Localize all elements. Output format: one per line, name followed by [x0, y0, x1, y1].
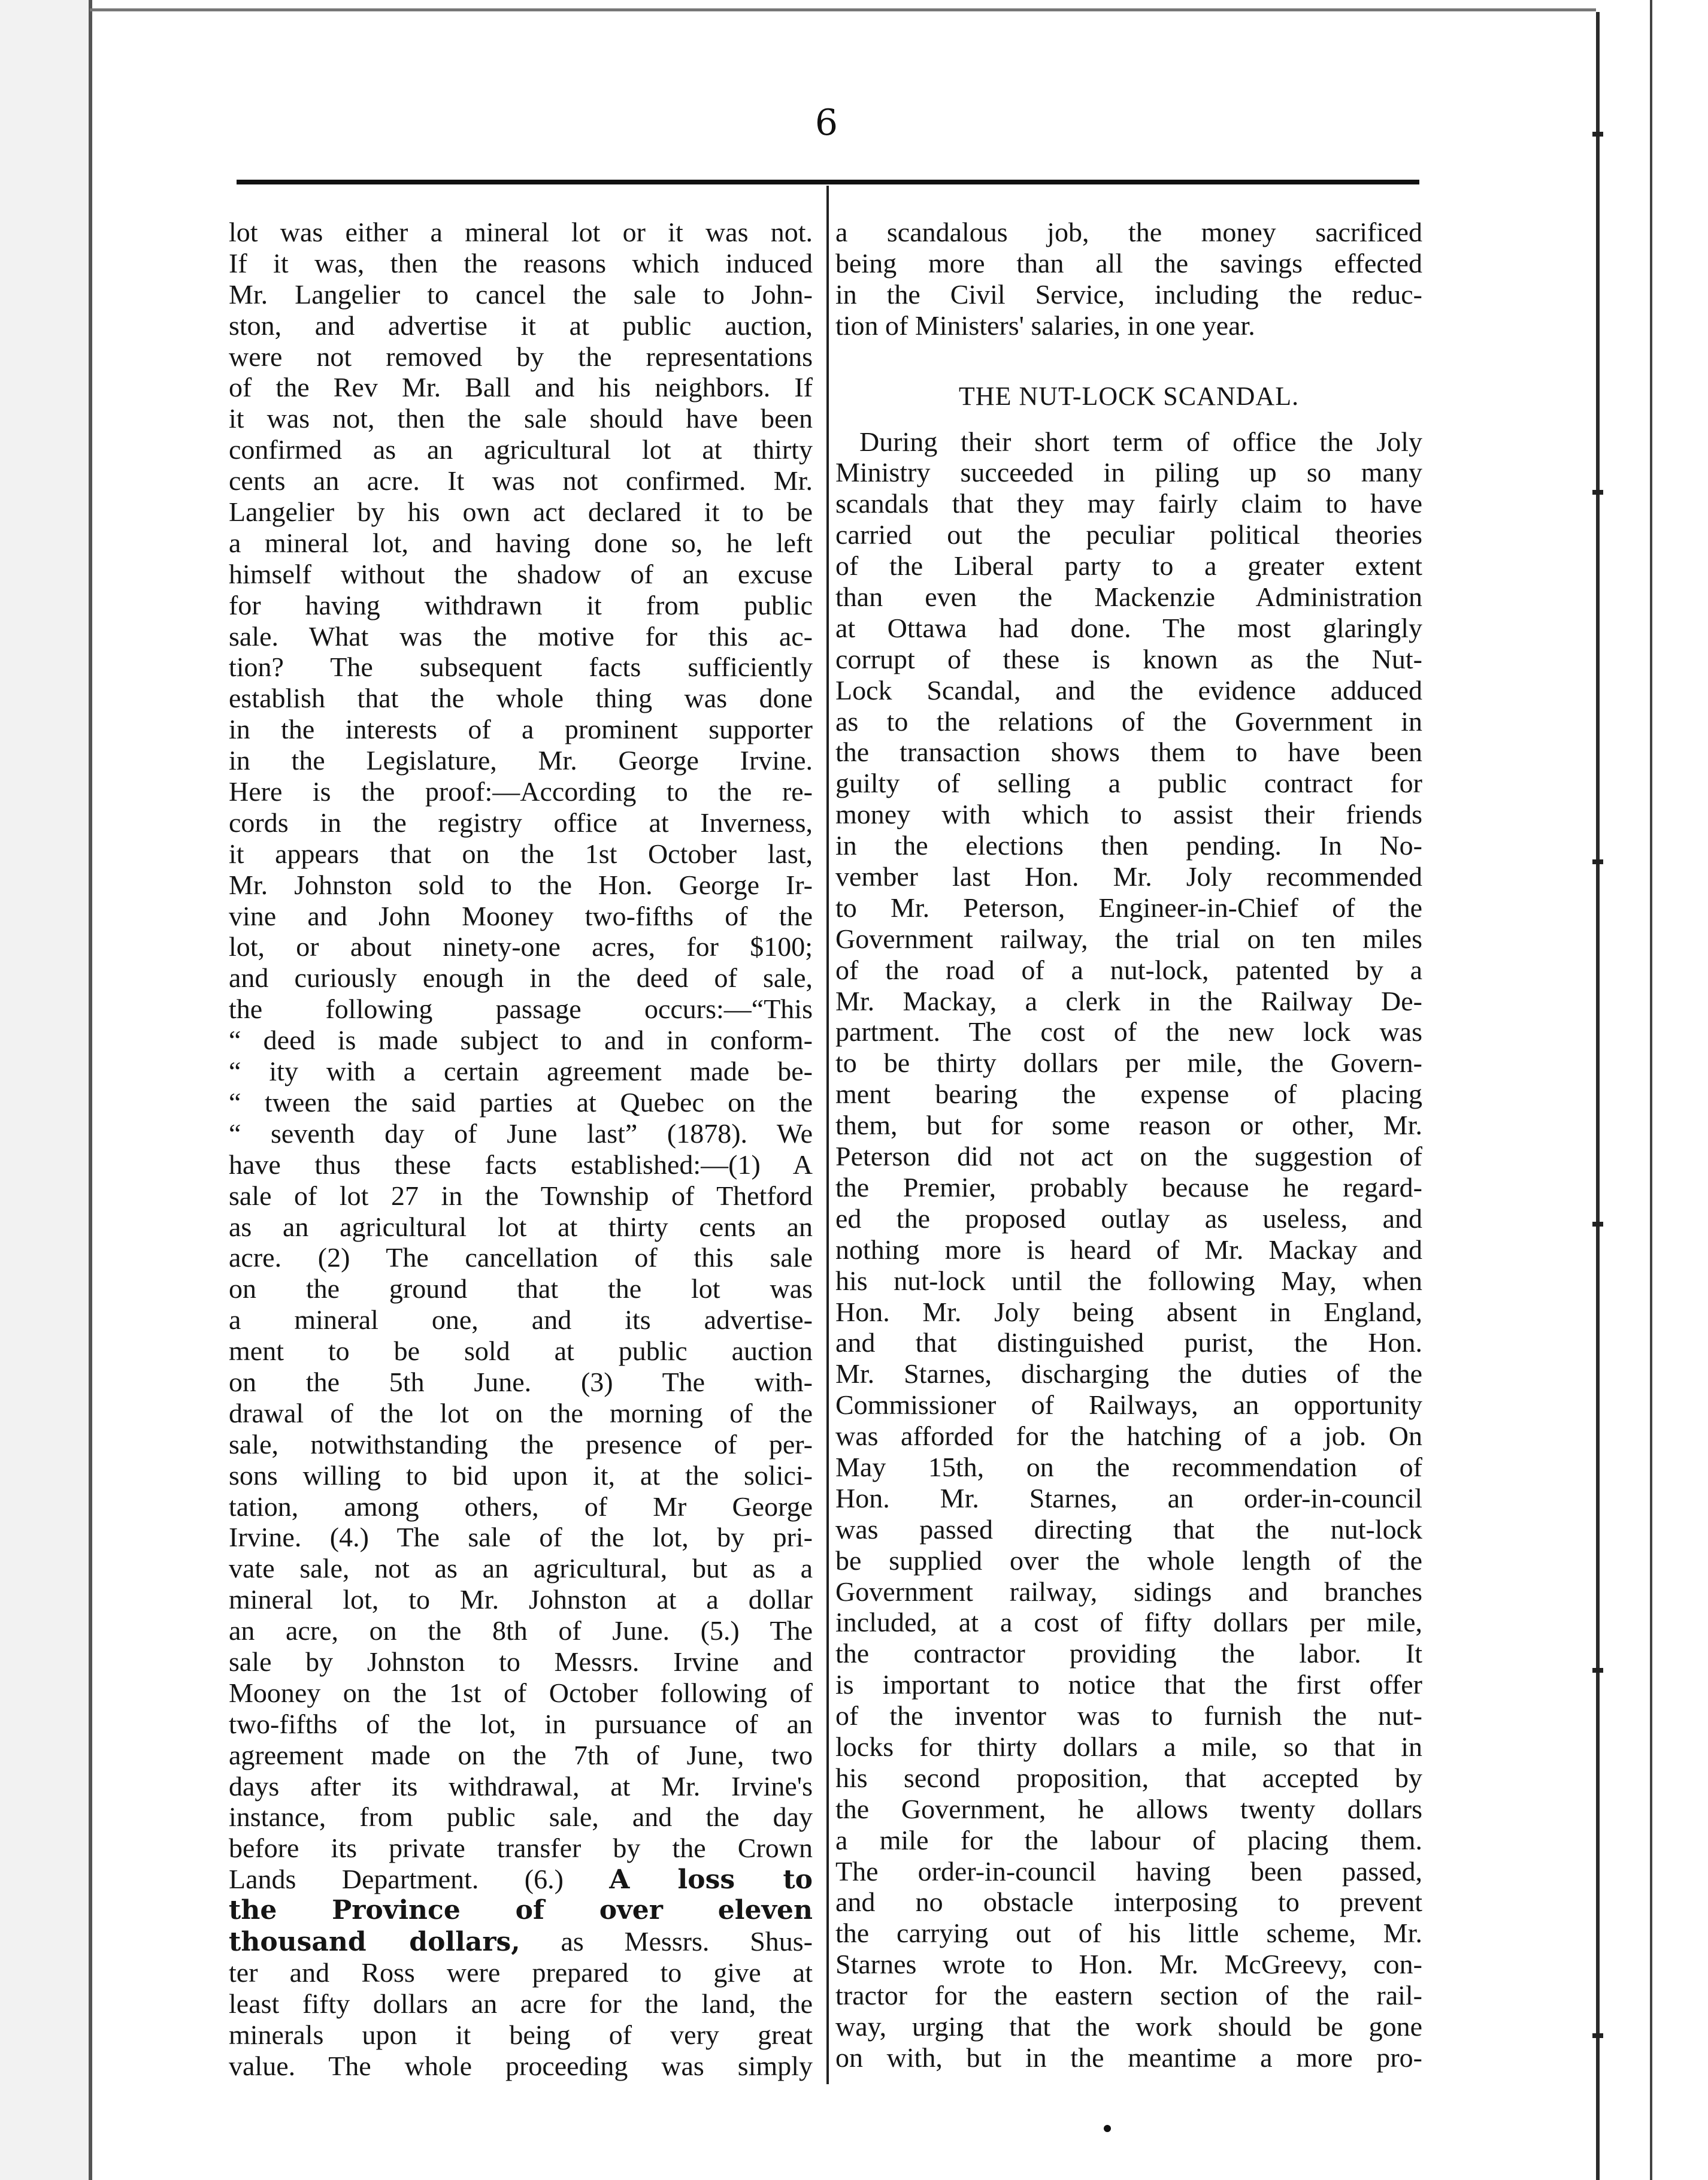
column-divider	[826, 186, 829, 2084]
text-line: Hon. Mr. Starnes, an order-in-council	[835, 1482, 1422, 1513]
text-line: lot was either a mineral lot or it was not.	[229, 217, 813, 247]
text-line: tion? The subsequent facts sufficiently	[229, 652, 813, 683]
text-line: were not removed by the representations	[229, 341, 813, 372]
binding-mark	[1592, 1668, 1603, 1673]
text-line: cords in the registry office at Inverness,	[229, 807, 813, 838]
text-line: lot, or about ninety-one acres, for $100;	[229, 931, 813, 962]
text-line: was passed directing that the nut-lock	[835, 1513, 1422, 1545]
text-line: of the Rev Mr. Ball and his neighbors. If	[229, 372, 813, 403]
bold-emphasis-line: the Province of over eleven	[229, 1895, 813, 1926]
text-line: an acre, on the 8th of June. (5.) The	[229, 1615, 813, 1646]
text-line: vate sale, not as an agricultural, but as a	[229, 1553, 813, 1584]
text-line: a mineral lot, and having done so, he left	[229, 527, 813, 558]
text-line: his nut-lock until the following May, when	[835, 1265, 1422, 1296]
text-line: partment. The cost of the new lock was	[835, 1016, 1422, 1047]
text-line: be supplied over the whole length of the	[835, 1545, 1422, 1576]
text-span: as Messrs. Shus-	[561, 1925, 813, 1957]
text-line: to Mr. Peterson, Engineer-in-Chief of the	[835, 892, 1422, 923]
right-column	[835, 217, 1422, 2073]
text-line: on with, but in the meantime a more pro-	[835, 2042, 1422, 2073]
text-line: Ministry succeeded in piling up so many	[835, 457, 1422, 488]
header-rule	[237, 180, 1419, 184]
text-line: carried out the peculiar political theories	[835, 519, 1422, 550]
text-line: the Premier, probably because he regard-	[835, 1171, 1422, 1203]
text-line: least fifty dollars an acre for the land, the	[229, 1988, 813, 2019]
text-line: as an agricultural lot at thirty cents an	[229, 1211, 813, 1242]
text-line: the contractor providing the labor. It	[835, 1638, 1422, 1669]
text-line: have thus these facts established:—(1) A	[229, 1149, 813, 1180]
text-line: them, but for some reason or other, Mr.	[835, 1110, 1422, 1141]
text-line: was afforded for the hatching of a job. On	[835, 1421, 1422, 1452]
text-line: ed the proposed outlay as useless, and	[835, 1203, 1422, 1234]
text-line: mineral lot, to Mr. Johnston at a dollar	[229, 1584, 813, 1615]
text-line: two-fifths of the lot, in pursuance of an	[229, 1708, 813, 1739]
text-line: and curiously enough in the deed of sale,	[229, 962, 813, 994]
text-line: as to the relations of the Government in	[835, 706, 1422, 737]
text-line: minerals upon it being of very great	[229, 2019, 813, 2050]
text-line: a scandalous job, the money sacrificed	[835, 217, 1422, 247]
text-line: Peterson did not act on the suggestion of	[835, 1141, 1422, 1172]
text-line: the Government, he allows twenty dollars	[835, 1793, 1422, 1824]
text-line: corrupt of these is known as the Nut-	[835, 643, 1422, 674]
text-line-mixed	[229, 1864, 813, 1895]
text-line: in the Civil Service, including the reduc-	[835, 278, 1422, 310]
text-line: at Ottawa had done. The most glaringly	[835, 612, 1422, 643]
text-line: Mooney on the 1st of October following of	[229, 1677, 813, 1708]
text-line: Lock Scandal, and the evidence adduced	[835, 674, 1422, 706]
text-line: of the inventor was to furnish the nut-	[835, 1700, 1422, 1731]
text-line: establish that the whole thing was done	[229, 683, 813, 714]
text-line: tractor for the eastern section of the rail-	[835, 1980, 1422, 2011]
text-line: guilty of selling a public contract for	[835, 768, 1422, 799]
section-heading: THE NUT-LOCK SCANDAL.	[958, 381, 1300, 411]
text-line: of the road of a nut-lock, patented by a	[835, 954, 1422, 985]
text-line: If it was, then the reasons which induced	[229, 247, 813, 278]
text-line: sale. What was the motive for this ac-	[229, 620, 813, 652]
text-line: “ tween the said parties at Quebec on the	[229, 1086, 813, 1118]
text-line: a mineral one, and its advertise-	[229, 1304, 813, 1336]
text-line: a mile for the labour of placing them.	[835, 1824, 1422, 1855]
text-line: Mr. Johnston sold to the Hon. George Ir-	[229, 869, 813, 900]
text-line: Irvine. (4.) The sale of the lot, by pri-	[229, 1522, 813, 1553]
text-line: ter and Ross were prepared to give at	[229, 1957, 813, 1988]
text-line: and that distinguished purist, the Hon.	[835, 1327, 1422, 1358]
text-line: in the interests of a prominent supporter	[229, 714, 813, 745]
text-line: Commissioner of Railways, an opportunity	[835, 1389, 1422, 1421]
text-line: ston, and advertise it at public auction,	[229, 310, 813, 341]
text-line: “ seventh day of June last” (1878). We	[229, 1118, 813, 1149]
left-column	[229, 217, 813, 2081]
text-line: nothing more is heard of Mr. Mackay and	[835, 1234, 1422, 1265]
scan-edge-right	[1596, 12, 1600, 2180]
text-line: Government railway, the trial on ten miles	[835, 923, 1422, 954]
text-line: “ ity with a certain agreement made be-	[229, 1056, 813, 1087]
text-line: ment bearing the expense of placing	[835, 1079, 1422, 1110]
text-line: sons willing to bid upon it, at the solici-	[229, 1460, 813, 1491]
text-line: way, urging that the work should be gone	[835, 2011, 1422, 2042]
text-line: instance, from public sale, and the day	[229, 1801, 813, 1833]
text-line: agreement made on the 7th of June, two	[229, 1739, 813, 1770]
text-line: and no obstacle interposing to prevent	[835, 1887, 1422, 1918]
bold-emphasis: thousand dollars,	[229, 1926, 520, 1957]
binding-mark	[1592, 1222, 1603, 1227]
text-line: Langelier by his own act declared it to be	[229, 496, 813, 528]
text-line: sale by Johnston to Messrs. Irvine and	[229, 1646, 813, 1677]
binding-mark	[1592, 490, 1603, 495]
text-line: Starnes wrote to Hon. Mr. McGreevy, con-	[835, 1949, 1422, 1980]
scan-margin-left	[0, 0, 90, 2180]
text-line: The order-in-council having been passed,	[835, 1855, 1422, 1887]
text-line: himself without the shadow of an excuse	[229, 558, 813, 589]
text-line: “ deed is made subject to and in conform-	[229, 1025, 813, 1056]
binding-mark	[1592, 859, 1603, 864]
text-line: Hon. Mr. Joly being absent in England,	[835, 1296, 1422, 1327]
text-line: days after its withdrawal, at Mr. Irvine's	[229, 1770, 813, 1801]
text-line: During their short term of office the Joly	[859, 426, 1422, 457]
bold-emphasis: A loss to	[609, 1864, 813, 1896]
text-line: Mr. Starnes, discharging the duties of the	[835, 1358, 1422, 1389]
text-line: sale of lot 27 in the Township of Thetford	[229, 1180, 813, 1211]
scan-edge-top	[90, 8, 1605, 11]
text-line: money with which to assist their friends	[835, 799, 1422, 830]
text-line: Mr. Mackay, a clerk in the Railway De-	[835, 985, 1422, 1016]
text-line: for having withdrawn it from public	[229, 589, 813, 620]
text-line: cents an acre. It was not confirmed. Mr.	[229, 465, 813, 496]
ink-speck	[1104, 2125, 1111, 2132]
scan-edge-right-outer	[1650, 0, 1652, 2180]
text-line: on the ground that the lot was	[229, 1273, 813, 1304]
text-line: sale, notwithstanding the presence of per-	[229, 1428, 813, 1460]
text-line: Government railway, sidings and branches	[835, 1576, 1422, 1607]
text-line: in the elections then pending. In No-	[835, 830, 1422, 861]
text-line: drawal of the lot on the morning of the	[229, 1397, 813, 1428]
text-line: being more than all the savings effected	[835, 247, 1422, 278]
text-line: than even the Mackenzie Administration	[835, 582, 1422, 613]
text-line: May 15th, on the recommendation of	[835, 1451, 1422, 1482]
text-line: tion of Ministers' salaries, in one year.	[835, 310, 1255, 341]
text-line: acre. (2) The cancellation of this sale	[229, 1242, 813, 1273]
scan-edge-left	[89, 0, 92, 2180]
text-line: in the Legislature, Mr. George Irvine.	[229, 745, 813, 776]
text-line: it appears that on the 1st October last,	[229, 838, 813, 869]
text-line: Mr. Langelier to cancel the sale to John-	[229, 278, 813, 310]
text-line: it was not, then the sale should have been	[229, 403, 813, 434]
text-line: value. The whole proceeding was simply	[229, 2050, 813, 2081]
binding-mark	[1592, 132, 1603, 137]
text-line: on the 5th June. (3) The with-	[229, 1366, 813, 1397]
text-line: the transaction shows them to have been	[835, 737, 1422, 768]
text-line: vine and John Mooney two-fifths of the	[229, 900, 813, 931]
binding-mark	[1592, 2033, 1603, 2038]
text-line: tation, among others, of Mr George	[229, 1491, 813, 1522]
text-line: Here is the proof:—According to the re-	[229, 776, 813, 807]
text-line: his second proposition, that accepted by	[835, 1762, 1422, 1793]
text-line: is important to notice that the first offer	[835, 1669, 1422, 1700]
text-line: included, at a cost of fifty dollars per mile,	[835, 1607, 1422, 1638]
text-line: scandals that they may fairly claim to have	[835, 488, 1422, 519]
text-line: vember last Hon. Mr. Joly recommended	[835, 861, 1422, 892]
text-line-mixed	[229, 1926, 813, 1957]
text-span: Lands Department. (6.)	[229, 1864, 564, 1895]
text-line: of the Liberal party to a greater extent	[835, 550, 1422, 582]
text-line: the following passage occurs:—“This	[229, 994, 813, 1025]
text-line: ment to be sold at public auction	[229, 1336, 813, 1367]
text-line: the carrying out of his little scheme, Mr.	[835, 1918, 1422, 1949]
text-line: to be thirty dollars per mile, the Govern-	[835, 1047, 1422, 1079]
text-line: before its private transfer by the Crown	[229, 1833, 813, 1864]
text-line: confirmed as an agricultural lot at thirty	[229, 434, 813, 465]
text-line: locks for thirty dollars a mile, so that in	[835, 1731, 1422, 1762]
page-number: 6	[814, 102, 838, 144]
